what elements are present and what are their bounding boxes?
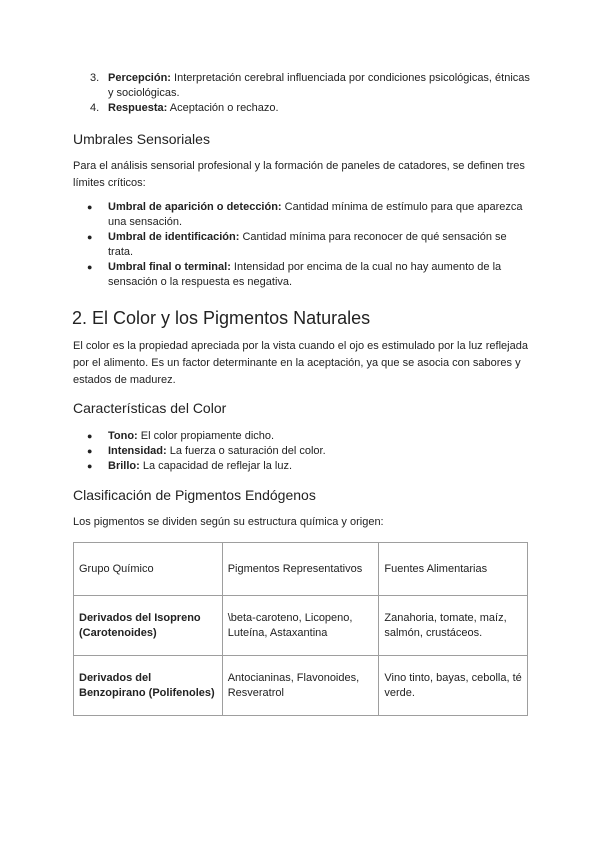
pigments-table bbox=[73, 542, 528, 716]
table-cell: Zanahoria, tomate, maíz, salmón, crustáceos. bbox=[379, 596, 528, 656]
bullet-icon: ● bbox=[87, 446, 93, 456]
table-row bbox=[74, 596, 528, 656]
umbrales-list bbox=[76, 200, 531, 290]
numbered-list bbox=[76, 71, 531, 116]
list-item-text: Intensidad por encima de la cual no hay aumento de la sensación o la respuesta es negativa. bbox=[108, 261, 502, 288]
list-item-text: La fuerza o saturación del color. bbox=[166, 445, 326, 457]
column-header: Pigmentos Representativos bbox=[222, 543, 379, 596]
list-item bbox=[76, 429, 531, 444]
clasificacion-intro: Los pigmentos se dividen según su estructura química y origen: bbox=[73, 516, 384, 528]
bullet-icon: ● bbox=[87, 262, 93, 272]
list-item-term: Tono: bbox=[108, 430, 138, 442]
list-item-text: Cantidad mínima para reconocer de qué sensación se trata. bbox=[108, 231, 507, 258]
color-intro: El color es la propiedad apreciada por la vista cuando el ojo es estimulado por la luz reflejada por el alimento. Es un factor determinante en la aceptación, ya que se asocia con sabores y estados de madurez. bbox=[73, 340, 528, 386]
column-header: Grupo Químico bbox=[74, 543, 223, 596]
bullet-icon: ● bbox=[87, 232, 93, 242]
list-item-term: Percepción: bbox=[108, 72, 171, 84]
table-cell: \beta-caroteno, Licopeno, Luteína, Astaxantina bbox=[222, 596, 379, 656]
list-item-text: El color propiamente dicho. bbox=[137, 430, 275, 442]
table-cell: Derivados del Benzopirano (Polifenoles) bbox=[74, 656, 223, 716]
column-header: Fuentes Alimentarias bbox=[379, 543, 528, 596]
bullet-icon: ● bbox=[87, 461, 93, 471]
list-item-term: Intensidad: bbox=[108, 445, 167, 457]
list-number: 3. bbox=[90, 72, 100, 84]
list-item-term: Brillo: bbox=[108, 460, 140, 472]
caracteristicas-list bbox=[76, 429, 531, 474]
table-row bbox=[74, 656, 528, 716]
list-item-term: Respuesta: bbox=[108, 102, 168, 114]
table-cell: Vino tinto, bayas, cebolla, té verde. bbox=[379, 656, 528, 716]
table-cell: Derivados del Isopreno (Carotenoides) bbox=[74, 596, 223, 656]
list-item-text: Interpretación cerebral influenciada por condiciones psicológicas, étnicas y sociológicas. bbox=[108, 72, 530, 99]
list-item bbox=[76, 459, 531, 474]
list-item-text: Aceptación o rechazo. bbox=[167, 102, 279, 114]
list-item-term: Umbral de identificación: bbox=[108, 231, 240, 243]
section-heading-caracteristicas: Características del Color bbox=[73, 400, 227, 416]
list-item bbox=[76, 230, 531, 260]
list-item bbox=[76, 101, 531, 116]
list-item-term: Umbral final o terminal: bbox=[108, 261, 231, 273]
list-item bbox=[76, 260, 531, 290]
list-item bbox=[76, 444, 531, 459]
list-item-text: La capacidad de reflejar la luz. bbox=[139, 460, 293, 472]
list-item-text: Cantidad mínima de estímulo para que aparezca una sensación. bbox=[108, 201, 523, 228]
table-header-row bbox=[74, 543, 528, 596]
section-heading-color: 2. El Color y los Pigmentos Naturales bbox=[72, 308, 371, 328]
list-number: 4. bbox=[90, 102, 100, 114]
section-heading-clasificacion: Clasificación de Pigmentos Endógenos bbox=[73, 487, 316, 503]
table-cell: Antocianinas, Flavonoides, Resveratrol bbox=[222, 656, 379, 716]
umbrales-intro: Para el análisis sensorial profesional y la formación de paneles de catadores, se definen tres límites críticos: bbox=[73, 160, 525, 189]
list-item bbox=[76, 71, 531, 101]
bullet-icon: ● bbox=[87, 202, 93, 212]
list-item-term: Umbral de aparición o detección: bbox=[108, 201, 282, 213]
list-item bbox=[76, 200, 531, 230]
section-heading-umbrales: Umbrales Sensoriales bbox=[73, 131, 210, 147]
bullet-icon: ● bbox=[87, 431, 93, 441]
